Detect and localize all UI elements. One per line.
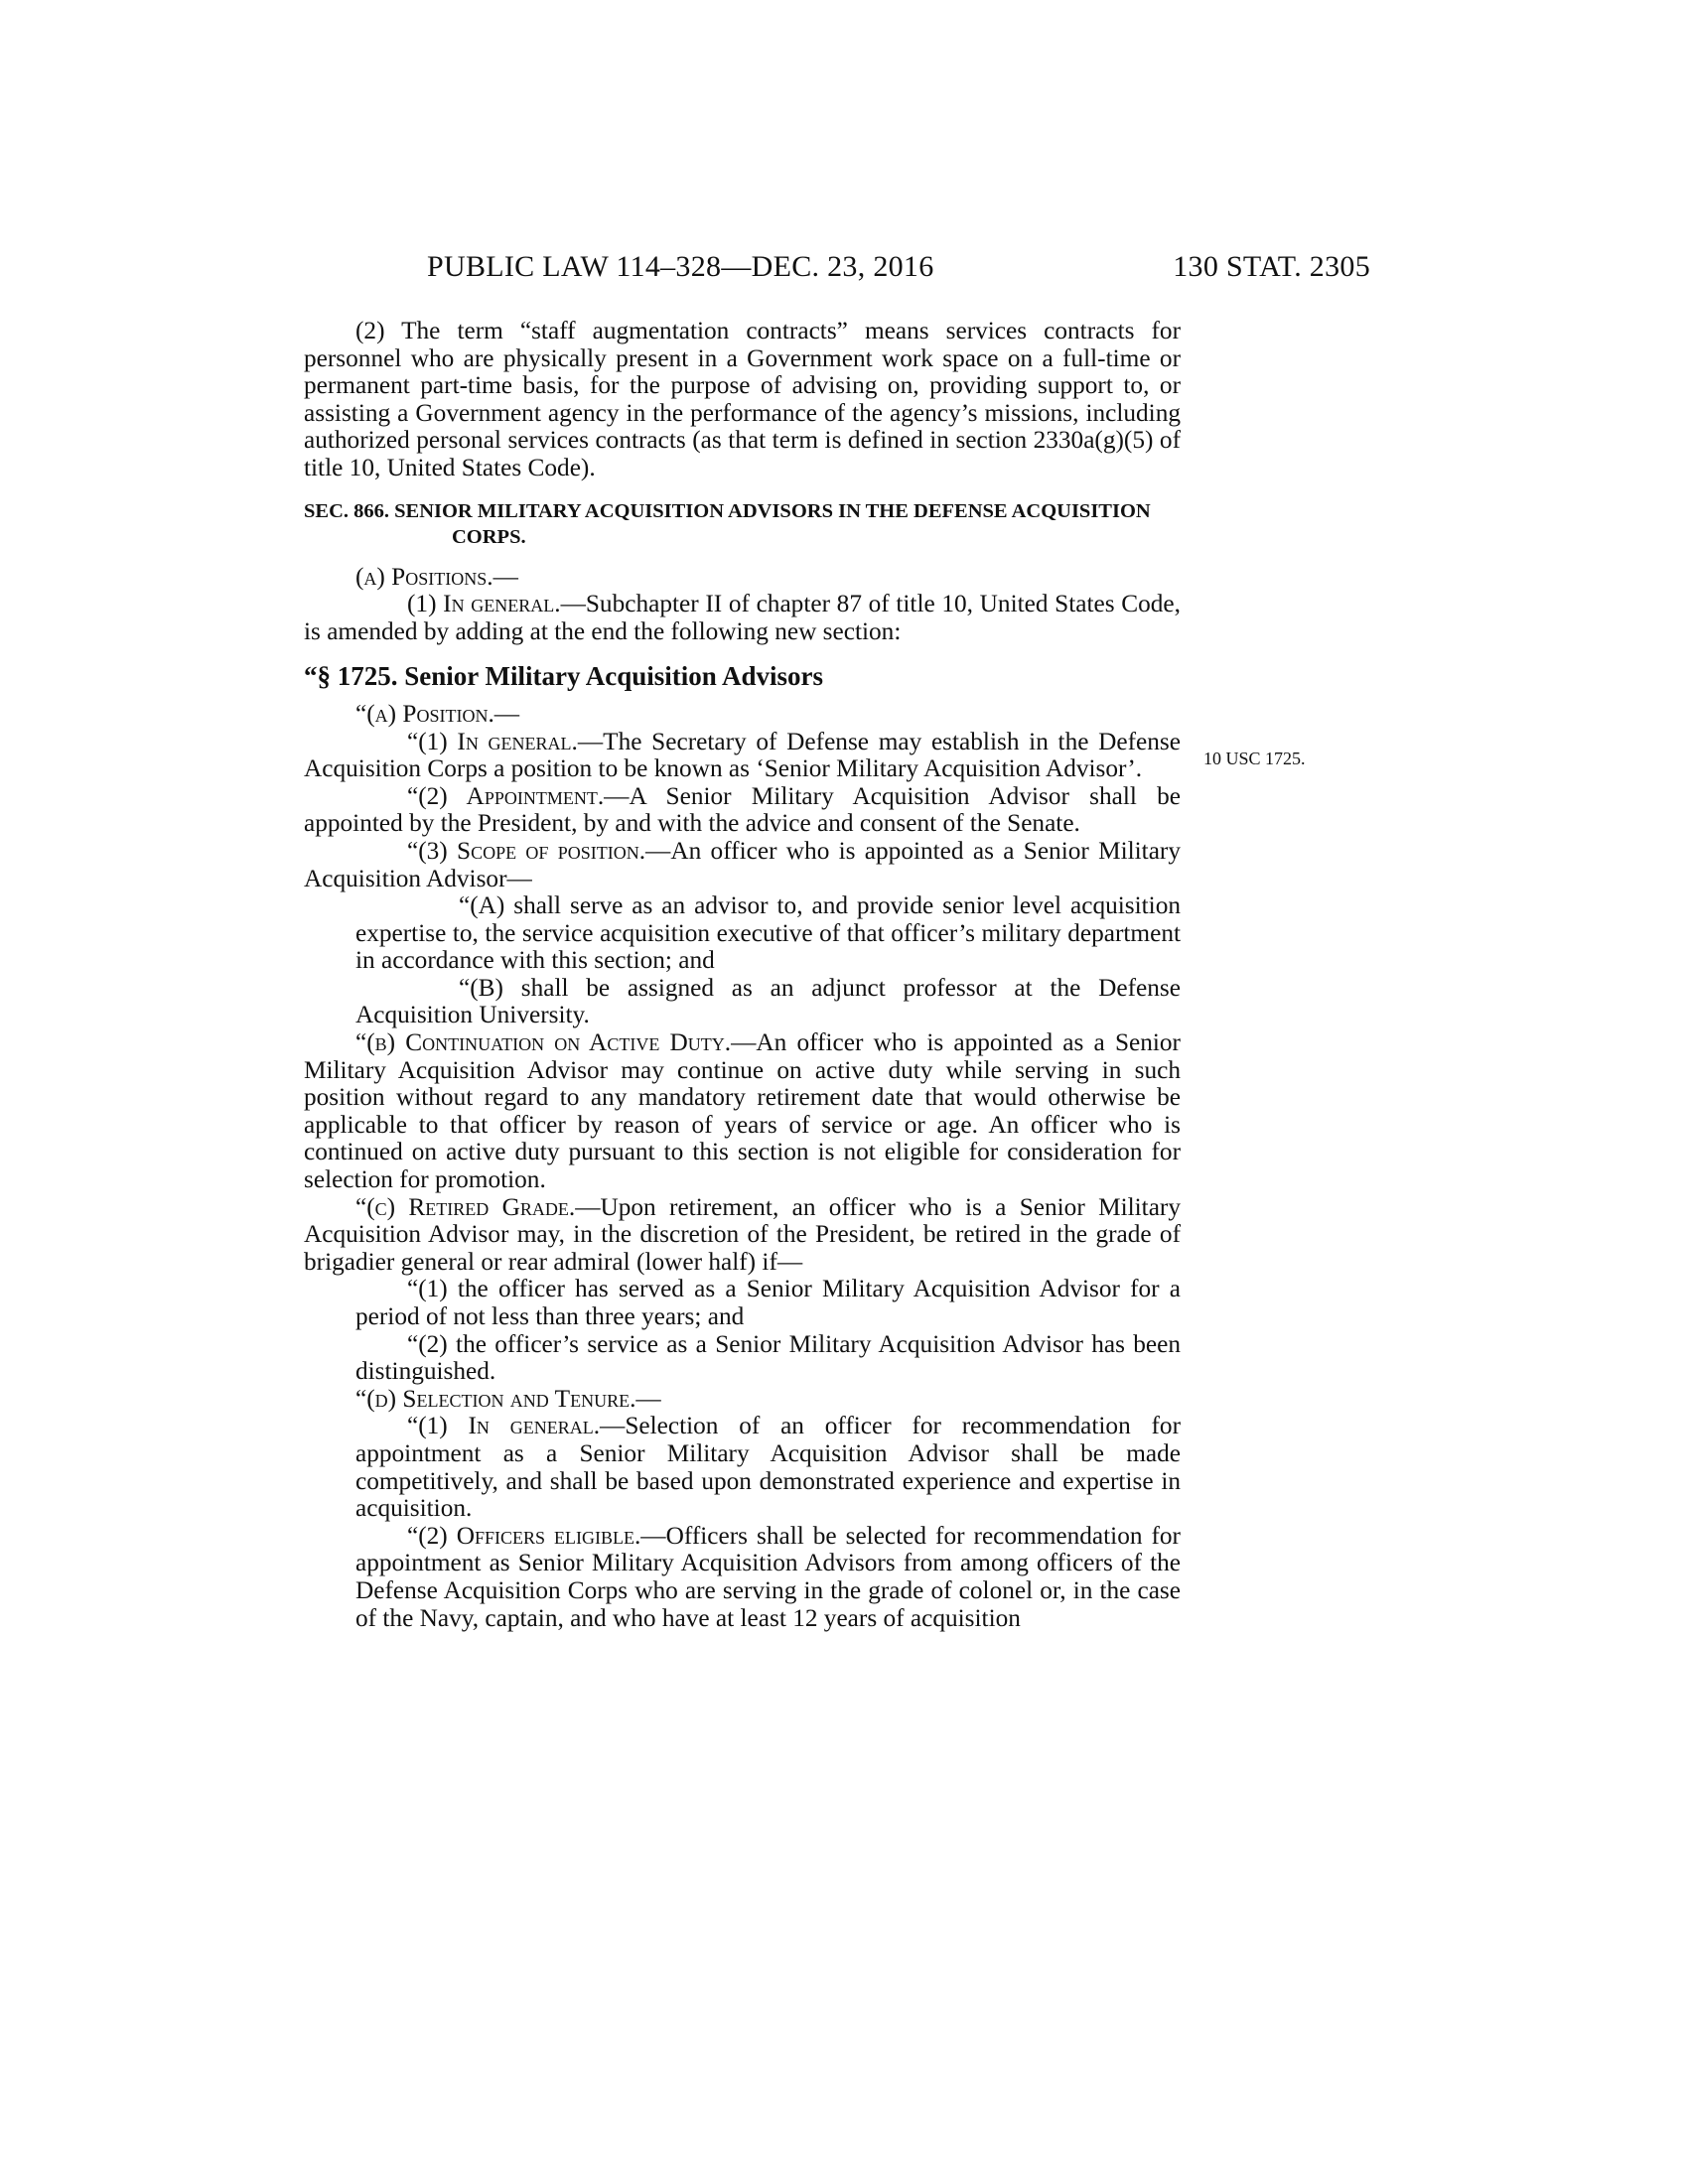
new-subsection-d1-text: —Selection of an officer for recommendation for appointment as a Senior Military Acquisition Advisor shall be made competitively, and shall be based upon demonstrated experience and expertise in acquisition. xyxy=(355,1412,1181,1523)
new-subsection-d1-caption: “(1) In general. xyxy=(407,1412,601,1440)
new-subparagraph-B: “(B) shall be assigned as an adjunct professor at the Defense Acquisition University. xyxy=(355,973,1181,1029)
new-subsection-c-text: —Upon retirement, an officer who is a Senior Military Acquisition Advisor may, in the discretion of the President, be retired in the grade of brigadier general or rear admiral (lower half) if— xyxy=(304,1192,1181,1276)
header-stat-page: 130 STAT. 2305 xyxy=(1173,250,1370,283)
header-law-citation: PUBLIC LAW 114–328—DEC. 23, 2016 xyxy=(427,250,934,283)
new-subsection-d-label xyxy=(304,1386,1181,1414)
new-subsection-c-caption: “(c) Retired Grade. xyxy=(355,1192,576,1221)
new-subsection-d2-caption: “(2) Officers eligible. xyxy=(407,1521,641,1550)
subsection-a-caption: (a) Positions.— xyxy=(355,562,518,591)
new-paragraph-a3-text: —An officer who is appointed as a Senior Military Acquisition Advisor— xyxy=(304,836,1181,892)
new-paragraph-a3 xyxy=(304,838,1181,892)
new-subsection-d-caption: “(d) Selection and Tenure.— xyxy=(355,1384,661,1413)
new-subsection-b-text: —An officer who is appointed as a Senior Military Acquisition Advisor may continue on active duty while serving in such position without regard to any mandatory retirement date that would otherwise be applicable to that officer by reason of years of service or age. An officer who is continued on active duty pursuant to this section is not eligible for consideration for selection for promotion. xyxy=(304,1028,1181,1194)
new-paragraph-a1-text: —The Secretary of Defense may establish in the Defense Acquisition Corps a position to be known as ‘Senior Military Acquisition Advisor’. xyxy=(304,727,1182,783)
paragraph-a1-text: —Subchapter II of chapter 87 of title 10, United States Code, is amended by adding at the end the following new section: xyxy=(304,590,1181,645)
new-subsection-d2-text: —Officers shall be selected for recommendation for appointment as Senior Military Acquisition Advisors from among officers of the Defense Acquisition Corps who are serving in the grade of colonel or, in the case of the Navy, captain, and who have at least 12 years of acquisition xyxy=(355,1521,1181,1632)
paragraph-staff-augmentation: (2) The term “staff augmentation contracts” means services contracts for personnel who are physically present in a Government work space on a full-time or permanent part-time basis, for the purpose of advising on, providing support to, or assisting a Government agency in the performance of the agency’s missions, including authorized personal services contracts (as that term is defined in section 2330a(g)(5) of title 10, United States Code). xyxy=(304,317,1181,481)
new-subparagraph-A: “(A) shall serve as an advisor to, and provide senior level acquisition expertise to, the service acquisition executive of that officer’s military department in accordance with this section; and xyxy=(355,891,1181,975)
new-subsection-d2 xyxy=(304,1523,1181,1632)
section-866-heading: SEC. 866. SENIOR MILITARY ACQUISITION ADVISORS IN THE DEFENSE ACQUISITION CORPS. xyxy=(304,499,1151,548)
new-paragraph-a2 xyxy=(304,783,1181,838)
section-1725-title: “§ 1725. Senior Military Acquisition Advisors xyxy=(304,661,824,692)
new-subsection-c2: “(2) the officer’s service as a Senior Military Acquisition Advisor has been distinguished. xyxy=(355,1329,1181,1386)
new-subsection-a-label xyxy=(304,701,1181,729)
document-body xyxy=(304,318,1181,1632)
new-paragraph-a2-caption: “(2) Appointment. xyxy=(407,781,605,810)
new-subsection-b xyxy=(304,1029,1181,1194)
new-subsection-c xyxy=(304,1194,1181,1277)
new-paragraph-a2-text: —A Senior Military Acquisition Advisor shall be appointed by the President, by and with the advice and consent of the Senate. xyxy=(304,781,1182,838)
paragraph-a1 xyxy=(304,591,1181,645)
subsection-a-label xyxy=(304,564,1181,592)
new-paragraph-a3-caption: “(3) Scope of position. xyxy=(407,836,646,865)
new-paragraph-a1-caption: “(1) In general. xyxy=(407,727,578,755)
paragraph-a1-caption: (1) In general. xyxy=(407,590,561,618)
new-subsection-b-caption: “(b) Continuation on Active Duty. xyxy=(355,1028,732,1057)
new-subsection-a-caption: “(a) Position.— xyxy=(355,699,520,728)
new-subsection-d1 xyxy=(304,1413,1181,1522)
page-header xyxy=(427,250,1370,290)
new-subsection-c1: “(1) the officer has served as a Senior Military Acquisition Advisor for a period of not less than three years; and xyxy=(355,1275,1181,1330)
new-paragraph-a1 xyxy=(304,729,1181,783)
marginal-note: 10 USC 1725. xyxy=(1203,749,1306,768)
